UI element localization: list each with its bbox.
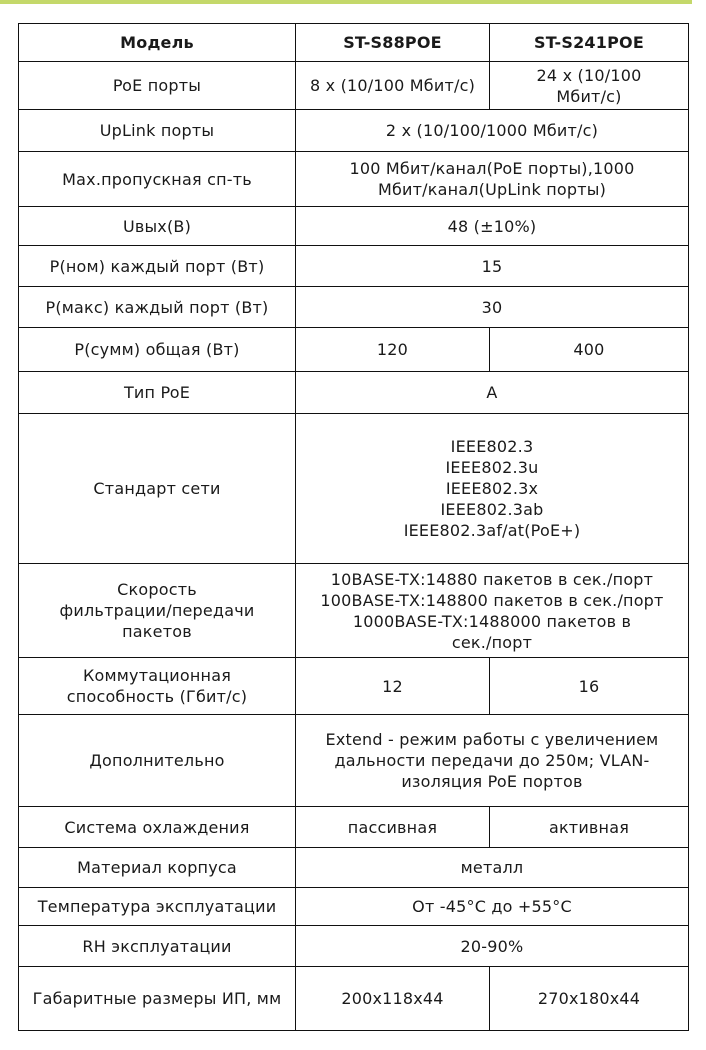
label-dims: Габаритные размеры ИП, мм	[19, 967, 296, 1031]
label-speed: Скорость фильтрации/передачи пакетов	[19, 564, 296, 658]
value-poe-type: A	[296, 372, 689, 414]
label-extra: Дополнительно	[19, 715, 296, 807]
value-poe-ports-1: 8 x (10/100 Мбит/с)	[296, 62, 490, 110]
label-standard: Стандарт сети	[19, 414, 296, 564]
row-dims	[19, 967, 689, 1031]
row-poe-type	[19, 372, 689, 414]
spec-table	[18, 23, 689, 1031]
row-bandwidth	[19, 152, 689, 207]
row-uplink	[19, 110, 689, 152]
top-accent-rule	[0, 0, 692, 4]
row-standard	[19, 414, 689, 564]
header-model: Модель	[19, 24, 296, 62]
value-cooling-2: активная	[490, 807, 689, 848]
value-uout: 48 (±10%)	[296, 207, 689, 246]
label-poe-type: Тип PoE	[19, 372, 296, 414]
value-extra: Extend - режим работы с увеличением дальности передачи до 250м; VLAN- изоляция PoE портов	[296, 715, 689, 807]
value-uplink: 2 x (10/100/1000 Мбит/с)	[296, 110, 689, 152]
label-material: Материал корпуса	[19, 848, 296, 888]
value-poe-ports-2: 24 x (10/100 Мбит/с)	[490, 62, 689, 110]
label-uplink: UpLink порты	[19, 110, 296, 152]
label-p-sum: P(сумм) общая (Вт)	[19, 328, 296, 372]
header-row	[19, 24, 689, 62]
label-temp: Температура эксплуатации	[19, 888, 296, 926]
spec-table-container	[18, 23, 689, 1031]
value-p-sum-1: 120	[296, 328, 490, 372]
label-poe-ports: PoE порты	[19, 62, 296, 110]
label-rh: RH эксплуатации	[19, 926, 296, 967]
row-cooling	[19, 807, 689, 848]
label-uout: Uвых(В)	[19, 207, 296, 246]
row-poe-ports	[19, 62, 689, 110]
value-dims-2: 270x180x44	[490, 967, 689, 1031]
row-extra	[19, 715, 689, 807]
row-switching	[19, 658, 689, 715]
row-rh	[19, 926, 689, 967]
value-standard: IEEE802.3 IEEE802.3u IEEE802.3x IEEE802.3ab IEEE802.3af/at(PoE+)	[296, 414, 689, 564]
label-cooling: Система охлаждения	[19, 807, 296, 848]
value-p-max: 30	[296, 287, 689, 328]
label-p-max: P(макс) каждый порт (Вт)	[19, 287, 296, 328]
row-material	[19, 848, 689, 888]
value-dims-1: 200x118x44	[296, 967, 490, 1031]
value-speed: 10BASE-TX:14880 пакетов в сек./порт 100BASE-TX:148800 пакетов в сек./порт 1000BASE-TX:1488000 пакетов в сек./порт	[296, 564, 689, 658]
header-model-1: ST-S88POE	[296, 24, 490, 62]
row-uout	[19, 207, 689, 246]
header-model-2: ST-S241POE	[490, 24, 689, 62]
row-speed	[19, 564, 689, 658]
value-material: металл	[296, 848, 689, 888]
label-bandwidth: Max.пропускная сп-ть	[19, 152, 296, 207]
row-p-max	[19, 287, 689, 328]
label-p-nom: P(ном) каждый порт (Вт)	[19, 246, 296, 287]
row-p-sum	[19, 328, 689, 372]
value-p-nom: 15	[296, 246, 689, 287]
row-temp	[19, 888, 689, 926]
value-temp: От -45°C до +55°C	[296, 888, 689, 926]
row-p-nom	[19, 246, 689, 287]
value-switching-2: 16	[490, 658, 689, 715]
value-cooling-1: пассивная	[296, 807, 490, 848]
value-bandwidth: 100 Мбит/канал(PoE порты),1000 Мбит/канал(UpLink порты)	[296, 152, 689, 207]
value-p-sum-2: 400	[490, 328, 689, 372]
value-switching-1: 12	[296, 658, 490, 715]
value-rh: 20-90%	[296, 926, 689, 967]
label-switching: Коммутационная способность (Гбит/с)	[19, 658, 296, 715]
